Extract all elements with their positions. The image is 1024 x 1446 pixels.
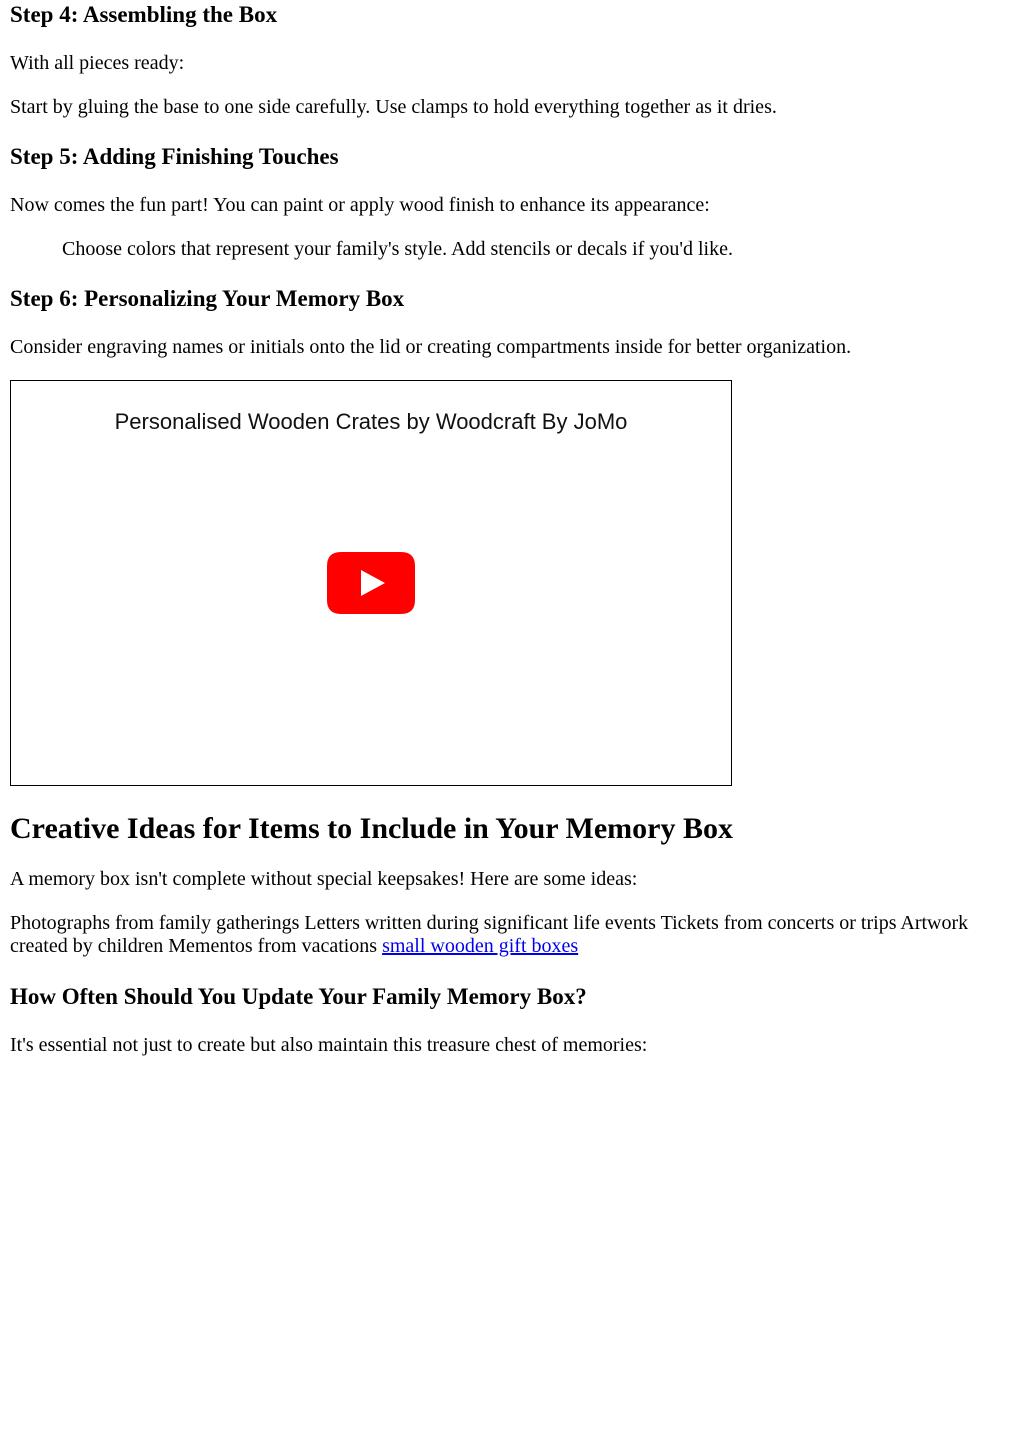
- step6-heading: Step 6: Personalizing Your Memory Box: [10, 286, 405, 311]
- step4-heading: Step 4: Assembling the Box: [10, 2, 278, 27]
- step5-intro: Now comes the fun part! You can paint or apply wood finish to enhance its appearance:: [10, 194, 710, 216]
- play-button[interactable]: [327, 552, 415, 614]
- ideas-intro: A memory box isn't complete without special keepsakes! Here are some ideas:: [10, 868, 638, 890]
- ideas-list: [10, 912, 1014, 958]
- ideas-heading: Creative Ideas for Items to Include in Your Memory Box: [10, 812, 733, 845]
- step4-body: Start by gluing the base to one side carefully. Use clamps to hold everything together as it dries.: [10, 96, 777, 118]
- step5-quote: Choose colors that represent your family's style. Add stencils or decals if you'd like.: [62, 238, 733, 260]
- step4-intro: With all pieces ready:: [10, 52, 185, 74]
- youtube-play-icon[interactable]: [327, 552, 415, 614]
- article-content: [0, 1, 1024, 1057]
- ideas-list-text: Photographs from family gatherings Letters written during significant life events Tickets from concerts or trips Artwork created by children Mementos from vacations: [10, 912, 969, 957]
- step5-heading: Step 5: Adding Finishing Touches: [10, 144, 339, 169]
- update-heading: How Often Should You Update Your Family Memory Box?: [10, 984, 587, 1009]
- small-wooden-gift-boxes-link[interactable]: small wooden gift boxes: [382, 935, 579, 957]
- step6-body: Consider engraving names or initials onto the lid or creating compartments inside for better organization.: [10, 336, 852, 358]
- video-embed[interactable]: [10, 380, 732, 786]
- update-body: It's essential not just to create but also maintain this treasure chest of memories:: [10, 1034, 648, 1056]
- video-title[interactable]: Personalised Wooden Crates by Woodcraft By JoMo: [114, 409, 628, 434]
